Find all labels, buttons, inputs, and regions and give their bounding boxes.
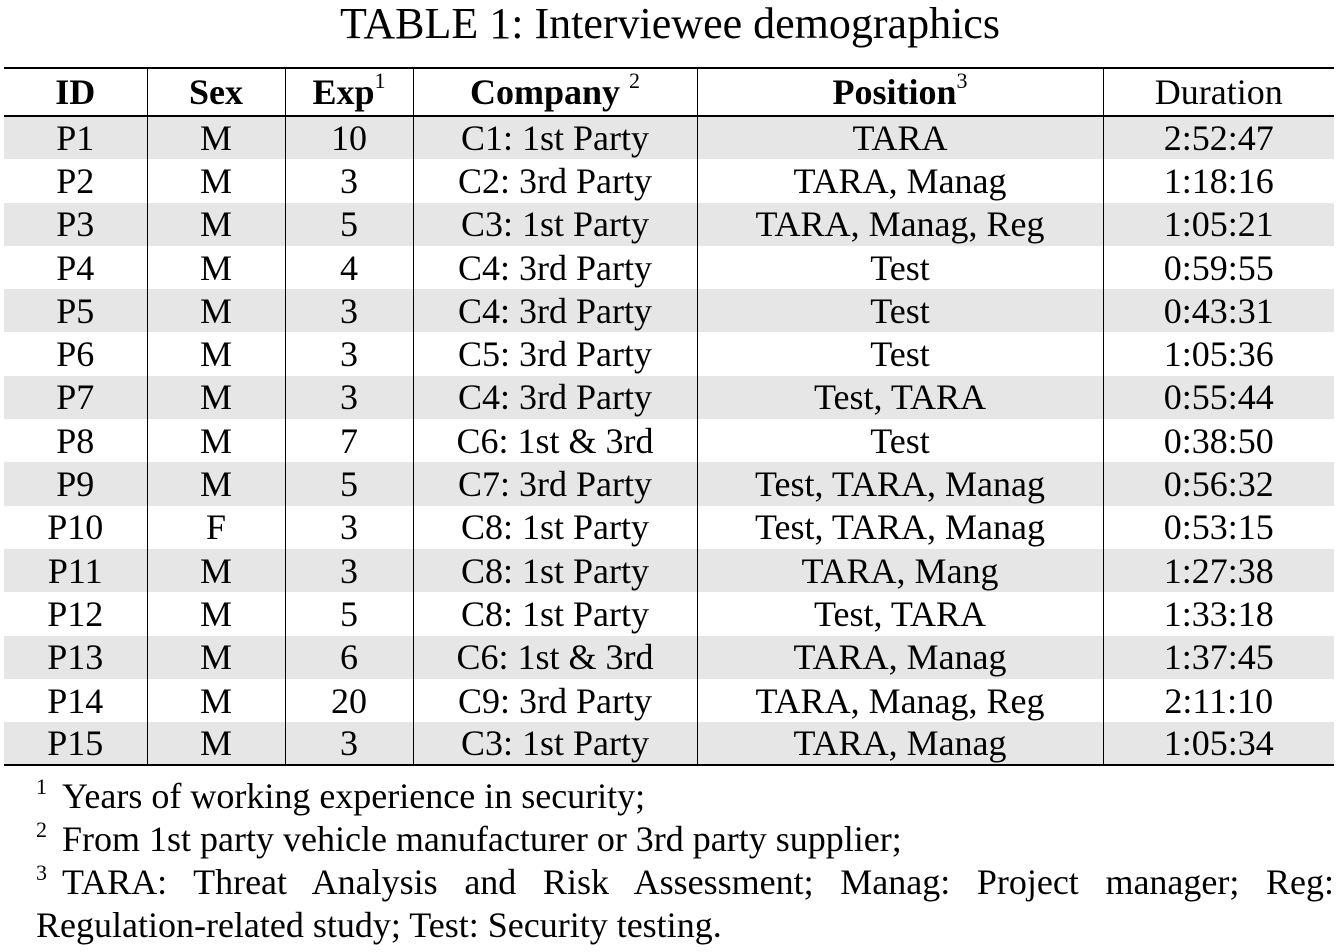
cell-exp: 3 [285,506,413,549]
table-row [4,462,1334,505]
cell-position: Test [697,332,1103,375]
table-row [4,722,1334,765]
cell-position: TARA, Mang [697,549,1103,592]
header-sex [147,68,285,116]
cell-sex: M [147,592,285,635]
cell-sex: M [147,376,285,419]
cell-id: P8 [4,419,147,462]
table-row [4,376,1334,419]
table-row [4,549,1334,592]
cell-id: P5 [4,289,147,332]
table-caption: TABLE 1: Interviewee demographics [340,0,1000,48]
cell-exp: 3 [285,376,413,419]
cell-duration: 0:53:15 [1163,507,1274,548]
cell-exp: 3 [285,332,413,375]
header-row [4,68,1334,116]
cell-duration: 1:05:21 [1103,203,1334,246]
cell-company: C8: 1st Party [413,592,697,635]
cell-company: C3: 1st Party [413,203,697,246]
cell-position: Test [697,289,1103,332]
cell-duration: 1:05:36 [1163,334,1274,375]
header-exp-label: Exp [312,72,375,112]
cell-id: P9 [4,462,147,505]
footnote-3 [36,861,1334,947]
footnote-text: Years of working experience in security; [62,776,646,816]
table-row [4,203,1334,246]
table-body [4,116,1334,765]
cell-company: C6: 1st & 3rd [413,419,697,462]
table-row [4,332,1334,375]
cell-exp: 5 [285,203,413,246]
cell-sex: M [147,159,285,202]
cell-id: P13 [4,636,147,679]
cell-exp: 6 [285,636,413,679]
cell-id: P2 [4,159,147,202]
cell-company: C4: 3rd Party [413,289,697,332]
table-row [4,679,1334,722]
cell-id: P1 [4,116,147,159]
cell-duration: 0:59:55 [1163,247,1274,288]
cell-sex: M [147,636,285,679]
header-duration [1103,68,1334,116]
footnote-mark: 1 [374,68,386,93]
header-position [697,68,1103,116]
cell-exp: 7 [285,419,413,462]
footnote-mark: 3 [956,68,968,93]
cell-exp: 4 [285,246,413,289]
cell-duration: 1:05:34 [1103,722,1334,765]
demographics-table [4,67,1334,766]
table-row [4,246,1334,289]
header-sex-label: Sex [189,72,243,112]
cell-id: P6 [4,332,147,375]
footnote-mark: 3 [36,860,47,885]
cell-position: TARA, Manag, Reg [697,679,1103,722]
header-company-label: Company [469,72,621,112]
cell-position: Test [697,419,1103,462]
cell-id: P7 [4,376,147,419]
footnote-text: From 1st party vehicle manufacturer or 3rd party supplier; [62,819,902,859]
cell-sex: M [147,679,285,722]
header-company [413,68,697,116]
header-duration-label: Duration [1154,72,1283,112]
cell-company: C3: 1st Party [413,722,697,765]
cell-sex: M [147,116,285,159]
cell-sex: M [147,722,285,765]
cell-duration: 1:33:18 [1163,593,1274,634]
table-row [4,116,1334,159]
cell-company: C7: 3rd Party [413,462,697,505]
cell-exp: 3 [285,549,413,592]
cell-sex: M [147,289,285,332]
footnote-mark: 2 [36,817,47,842]
cell-sex: M [147,332,285,375]
table-row [4,289,1334,332]
cell-position: Test [697,246,1103,289]
cell-sex: M [147,419,285,462]
cell-id: P12 [4,592,147,635]
cell-position: Test, TARA, Manag [697,462,1103,505]
table-row [4,159,1334,202]
table-row [4,419,1334,462]
cell-id: P14 [4,679,147,722]
cell-exp: 3 [285,289,413,332]
cell-exp: 3 [285,159,413,202]
footnote-mark: 1 [36,774,47,799]
cell-company: C8: 1st Party [413,506,697,549]
cell-company: C6: 1st & 3rd [413,636,697,679]
header-position-label: Position [832,72,957,112]
cell-company: C1: 1st Party [413,116,697,159]
cell-company: C2: 3rd Party [413,159,697,202]
cell-sex: M [147,246,285,289]
cell-exp: 5 [285,592,413,635]
cell-company: C9: 3rd Party [413,679,697,722]
cell-exp: 5 [285,462,413,505]
cell-id: P4 [4,246,147,289]
cell-exp: 3 [285,722,413,765]
cell-company: C4: 3rd Party [413,376,697,419]
cell-sex: F [147,506,285,549]
cell-position: Test, TARA [697,376,1103,419]
cell-position: TARA, Manag [697,159,1103,202]
cell-position: Test, TARA [697,592,1103,635]
cell-duration: 2:52:47 [1103,116,1334,159]
cell-exp: 20 [285,679,413,722]
cell-exp: 10 [285,116,413,159]
header-id-label: ID [55,72,96,112]
cell-position: Test, TARA, Manag [697,506,1103,549]
footnote-text: TARA: Threat Analysis and Risk Assessment; Manag: Project manager; Reg: [62,862,1334,902]
cell-duration: 0:38:50 [1163,420,1274,461]
cell-id: P11 [4,549,147,592]
cell-position: TARA [697,116,1103,159]
cell-position: TARA, Manag, Reg [697,203,1103,246]
table-row [4,592,1334,635]
cell-duration: 1:18:16 [1163,160,1274,201]
cell-position: TARA, Manag [697,636,1103,679]
cell-duration: 2:11:10 [1164,680,1274,721]
footnotes [36,775,1334,947]
footnote-2 [36,818,1334,861]
table-row [4,636,1334,679]
cell-company: C8: 1st Party [413,549,697,592]
cell-sex: M [147,462,285,505]
footnote-text-continued: Regulation-related study; Test: Security testing. [36,905,722,945]
header-id [4,68,147,116]
cell-duration: 1:37:45 [1103,636,1334,679]
cell-company: C4: 3rd Party [413,246,697,289]
cell-duration: 0:55:44 [1103,376,1334,419]
cell-duration: 0:43:31 [1103,289,1334,332]
header-exp [285,68,413,116]
cell-sex: M [147,549,285,592]
cell-id: P3 [4,203,147,246]
cell-id: P10 [4,506,147,549]
cell-duration: 1:27:38 [1103,549,1334,592]
cell-sex: M [147,203,285,246]
cell-position: TARA, Manag [697,722,1103,765]
cell-company: C5: 3rd Party [413,332,697,375]
footnote-mark: 2 [629,68,641,93]
footnote-1 [36,775,1334,818]
cell-duration: 0:56:32 [1103,462,1334,505]
cell-id: P15 [4,722,147,765]
table-row [4,506,1334,549]
